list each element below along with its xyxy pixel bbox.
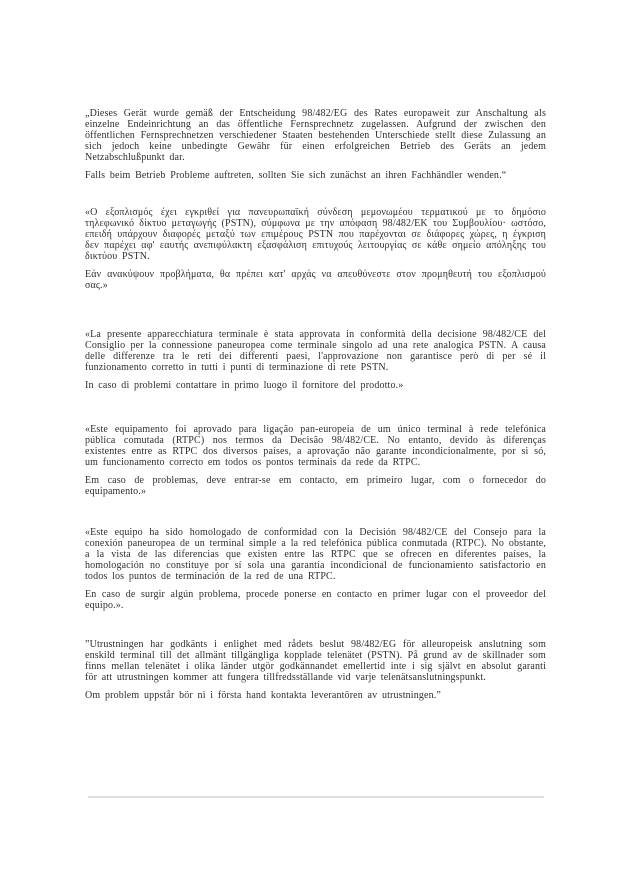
notice-section-greek [85, 207, 546, 291]
notice-section-spanish [85, 527, 546, 611]
notice-paragraph-swedish-followup: Om problem uppstår bör ni i första hand kontakta leverantören av utrustningen.” [85, 690, 441, 701]
notice-paragraph-greek-followup: Εάν ανακύψουν προβλήματα, θα πρέπει κατ' αρχάς να απευθύνεστε στον προμηθευτή του εξοπλισμού σας.» [85, 269, 546, 291]
notice-section-italian [85, 329, 546, 391]
notice-paragraph-greek-main: «Ο εξοπλισμός έχει εγκριθεί για πανευρωπαϊκή σύνδεση μεμονωμέου τερματικού με το δημόσιο τηλεφωνικό δίκτυο μεταγωγής (PSTN), σύμφωνα με την απόφαση 98/482/ΕΚ του Συμβουλίου· ωστόσο, επειδή υπάρχουν διαφορές μεταξύ των επιμέρους PSTN που παρέχονται σε διάφορες χώρες, η έγκριση δεν παρέχει αφ' εαυτής ανεπιφύλακτη εξασφάλιση επιτυχούς λειτουργίας σε κάθε σημείο απόληξης του δικτύου PSTN. [85, 207, 546, 262]
notice-paragraph-italian-main: «La presente apparecchiatura terminale è stata approvata in conformità della decisione 98/482/CE del Consiglio per la connessione paneuropea come terminale singolo ad una rete analogica PSTN. A causa delle differenze tra le reti dei differenti paesi, l'approvazione non garantisce però di per sé il funzionamento corretto in tutti i punti di terminazione di rete PSTN. [85, 329, 546, 373]
notice-paragraph-german-main: „Dieses Gerät wurde gemäß der Entscheidung 98/482/EG des Rates europaweit zur Anschaltung als einzelne Endeinrichtung an das öffentliche Fernsprechnetz zugelassen. Aufgrund der zwischen den öffentlichen Fernsprechnetzen verschiedener Staaten bestehenden Unterschiede stellt diese Zulassung an sich jedoch keine unbedingte Gewähr für einen erfolgreichen Betrieb des Geräts an jedem Netzabschlußpunkt dar. [85, 108, 546, 163]
notice-paragraph-portuguese-main: «Este equipamento foi aprovado para ligação pan-europeia de um único terminal à rede telefónica pública comutada (RTPC) nos termos da Decisão 98/482/CE. No entanto, devido às diferenças existentes entre as RTPC dos diversos países, a aprovação não garante incondicionalmente, por si só, um funcionamento correcto em todos os pontos terminais da rede da RTPC. [85, 424, 546, 468]
notice-paragraph-spanish-main: «Este equipo ha sido homologado de conformidad con la Decisión 98/482/CE del Consejo para la conexión paneuropea de un terminal simple a la red telefónica pública conmutada (RTPC). No obstante, a la vista de las diferencias que existen entre las RTPC que se ofrecen en diferentes países, la homologación no constituye por sí sola una garantía incondicional de funcionamiento satisfactorio en todos los puntos de terminación de la red de una RTPC. [85, 527, 546, 582]
notice-paragraph-spanish-followup: En caso de surgir algún problema, procede ponerse en contacto en primer lugar con el proveedor del equipo.». [85, 589, 546, 611]
notice-paragraph-portuguese-followup: Em caso de problemas, deve entrar-se em contacto, em primeiro lugar, com o fornecedor do equipamento.» [85, 475, 546, 497]
notice-section-german [85, 108, 546, 181]
notice-paragraph-german-followup: Falls beim Betrieb Probleme auftreten, sollten Sie sich zunächst an ihren Fachhändler wenden.“ [85, 170, 507, 181]
notice-text-column [85, 108, 546, 701]
notice-section-swedish [85, 639, 546, 701]
notice-section-portuguese [85, 424, 546, 497]
footer-divider [88, 796, 544, 798]
notice-paragraph-swedish-main: ”Utrustningen har godkänts i enlighet med rådets beslut 98/482/EG för alleuropeisk anslutning som enskild terminal till det allmänt tillgängliga kopplade telenätet (PSTN). På grund av de skillnader som finns mellan telenätet i olika länder utgör godkännandet emellertid inte i sig självt en absolut garanti för att utrustningen kommer att fungera tillfredsställande vid varje telenätsanslutningspunkt. [85, 639, 546, 683]
notice-paragraph-italian-followup: In caso di problemi contattare in primo luogo il fornitore del prodotto.» [85, 380, 404, 391]
